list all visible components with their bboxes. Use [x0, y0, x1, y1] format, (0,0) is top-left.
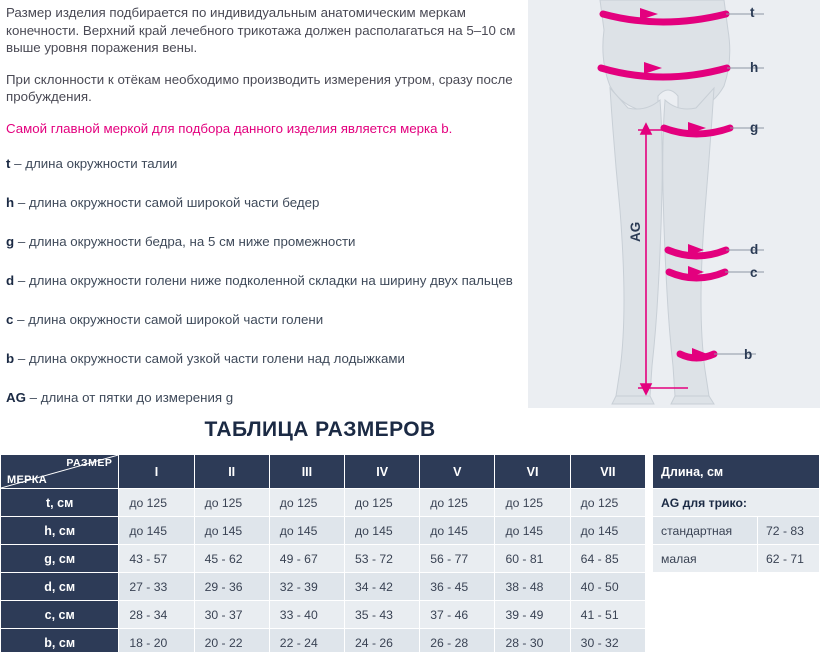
cell-t-6: до 125: [495, 489, 570, 517]
row-label-b: b, см: [1, 629, 119, 652]
legend-item-g: [6, 233, 526, 250]
column-header-2: II: [194, 455, 269, 489]
table-row: [653, 489, 820, 517]
cell-b-4: 24 - 26: [345, 629, 420, 652]
label-c: c: [750, 265, 758, 280]
description-column: [6, 4, 526, 428]
table-row: [1, 601, 646, 629]
cell-h-4: до 145: [345, 517, 420, 545]
cell-c-7: 41 - 51: [570, 601, 645, 629]
label-ag-vertical: AG: [628, 221, 643, 242]
cell-d-7: 40 - 50: [570, 573, 645, 601]
row-label-h: h, см: [1, 517, 119, 545]
cell-b-5: 26 - 28: [420, 629, 495, 652]
table-row: [1, 517, 646, 545]
cell-d-3: 32 - 39: [269, 573, 344, 601]
cell-d-1: 27 - 33: [119, 573, 194, 601]
table-row: [1, 545, 646, 573]
column-header-7: VII: [570, 455, 645, 489]
table-row: [653, 517, 820, 545]
corner-measure-label: МЕРКА: [7, 474, 47, 486]
table-row: [1, 629, 646, 652]
cell-t-3: до 125: [269, 489, 344, 517]
legend-key-c: c: [6, 312, 14, 327]
cell-c-4: 35 - 43: [345, 601, 420, 629]
cell-t-5: до 125: [420, 489, 495, 517]
length-row-value-standard: 72 - 83: [758, 517, 820, 545]
length-row-label-small: малая: [653, 545, 758, 573]
length-table-body: [653, 489, 820, 573]
size-table-header-row: [1, 455, 646, 489]
column-header-4: IV: [345, 455, 420, 489]
cell-g-7: 64 - 85: [570, 545, 645, 573]
legend-text-d: – длина окружности голени ниже подколенной складки на ширину двух пальцев: [14, 273, 513, 288]
cell-g-5: 56 - 77: [420, 545, 495, 573]
cell-b-3: 22 - 24: [269, 629, 344, 652]
size-table-body: [1, 489, 646, 652]
label-t: t: [750, 5, 755, 20]
legend-item-h: [6, 194, 526, 211]
cell-h-2: до 145: [194, 517, 269, 545]
cell-t-7: до 125: [570, 489, 645, 517]
length-table-header-row: [653, 455, 820, 489]
legend-key-h: h: [6, 195, 15, 210]
intro-paragraph-highlight: Самой главной меркой для подбора данного изделия является мерка b.: [6, 120, 453, 136]
legend-key-t: t: [6, 156, 11, 171]
cell-c-1: 28 - 34: [119, 601, 194, 629]
legend-item-b: [6, 350, 526, 367]
column-header-3: III: [269, 455, 344, 489]
table-row: [1, 573, 646, 601]
intro-paragraph-1: Размер изделия подбирается по индивидуальным анатомическим меркам конечности. Верхний край лечебного трикотажа должен располагаться на 5–10 см выше уровня поражения вены.: [6, 5, 516, 55]
legend-key-d: d: [6, 273, 15, 288]
cell-h-5: до 145: [420, 517, 495, 545]
cell-d-5: 36 - 45: [420, 573, 495, 601]
label-d: d: [750, 242, 759, 257]
length-row-value-small: 62 - 71: [758, 545, 820, 573]
legend-key-g: g: [6, 234, 15, 249]
column-header-6: VI: [495, 455, 570, 489]
cell-c-5: 37 - 46: [420, 601, 495, 629]
column-header-5: V: [420, 455, 495, 489]
cell-h-1: до 145: [119, 517, 194, 545]
legend-text-h: – длина окружности самой широкой части бедер: [14, 195, 320, 210]
cell-g-2: 45 - 62: [194, 545, 269, 573]
cell-c-3: 33 - 40: [269, 601, 344, 629]
length-table-head: [653, 455, 820, 489]
cell-t-1: до 125: [119, 489, 194, 517]
row-label-d: d, см: [1, 573, 119, 601]
cell-d-2: 29 - 36: [194, 573, 269, 601]
cell-d-6: 38 - 48: [495, 573, 570, 601]
cell-d-4: 34 - 42: [345, 573, 420, 601]
size-table-head: [1, 455, 646, 489]
cell-t-2: до 125: [194, 489, 269, 517]
cell-c-2: 30 - 37: [194, 601, 269, 629]
table-row: [653, 545, 820, 573]
legend-item-c: [6, 311, 526, 328]
size-table-corner-cell: [1, 455, 119, 489]
legend-text-c: – длина окружности самой широкой части голени: [13, 312, 324, 327]
cell-g-4: 53 - 72: [345, 545, 420, 573]
table-row: [1, 489, 646, 517]
legend-item-ag: [6, 389, 526, 406]
cell-b-6: 28 - 30: [495, 629, 570, 652]
cell-c-6: 39 - 49: [495, 601, 570, 629]
length-table-header: Длина, см: [653, 455, 820, 489]
cell-g-1: 43 - 57: [119, 545, 194, 573]
legend-key-b: b: [6, 351, 15, 366]
intro-paragraph-2: При склонности к отёкам необходимо производить измерения утром, сразу после пробуждения.: [6, 71, 513, 104]
legs-diagram-svg: [528, 0, 820, 408]
cell-h-6: до 145: [495, 517, 570, 545]
row-label-c: c, см: [1, 601, 119, 629]
label-b: b: [744, 347, 753, 362]
cell-g-3: 49 - 67: [269, 545, 344, 573]
legend-item-d: [6, 272, 526, 289]
length-table: [652, 454, 820, 573]
column-header-1: I: [119, 455, 194, 489]
page-title: ТАБЛИЦА РАЗМЕРОВ: [204, 418, 436, 441]
corner-size-label: РАЗМЕР: [66, 457, 113, 469]
leg-measurement-illustration: [528, 0, 820, 408]
cell-h-7: до 145: [570, 517, 645, 545]
legend-text-ag: – длина от пятки до измерения g: [25, 390, 234, 405]
legend-text-b: – длина окружности самой узкой части голени над лодыжками: [14, 351, 405, 366]
legend-key-ag: AG: [6, 390, 26, 405]
size-table: [0, 454, 646, 652]
cell-b-7: 30 - 32: [570, 629, 645, 652]
label-g: g: [750, 120, 759, 135]
cell-b-2: 20 - 22: [194, 629, 269, 652]
label-h: h: [750, 60, 759, 75]
cell-b-1: 18 - 20: [119, 629, 194, 652]
cell-g-6: 60 - 81: [495, 545, 570, 573]
length-section-label: AG для трико:: [653, 489, 820, 517]
row-label-t: t, см: [1, 489, 119, 517]
legend-text-t: – длина окружности талии: [10, 156, 178, 171]
legend-item-t: [6, 155, 526, 172]
cell-t-4: до 125: [345, 489, 420, 517]
legend-text-g: – длина окружности бедра, на 5 см ниже промежности: [14, 234, 356, 249]
row-label-g: g, см: [1, 545, 119, 573]
cell-h-3: до 145: [269, 517, 344, 545]
length-row-label-standard: стандартная: [653, 517, 758, 545]
